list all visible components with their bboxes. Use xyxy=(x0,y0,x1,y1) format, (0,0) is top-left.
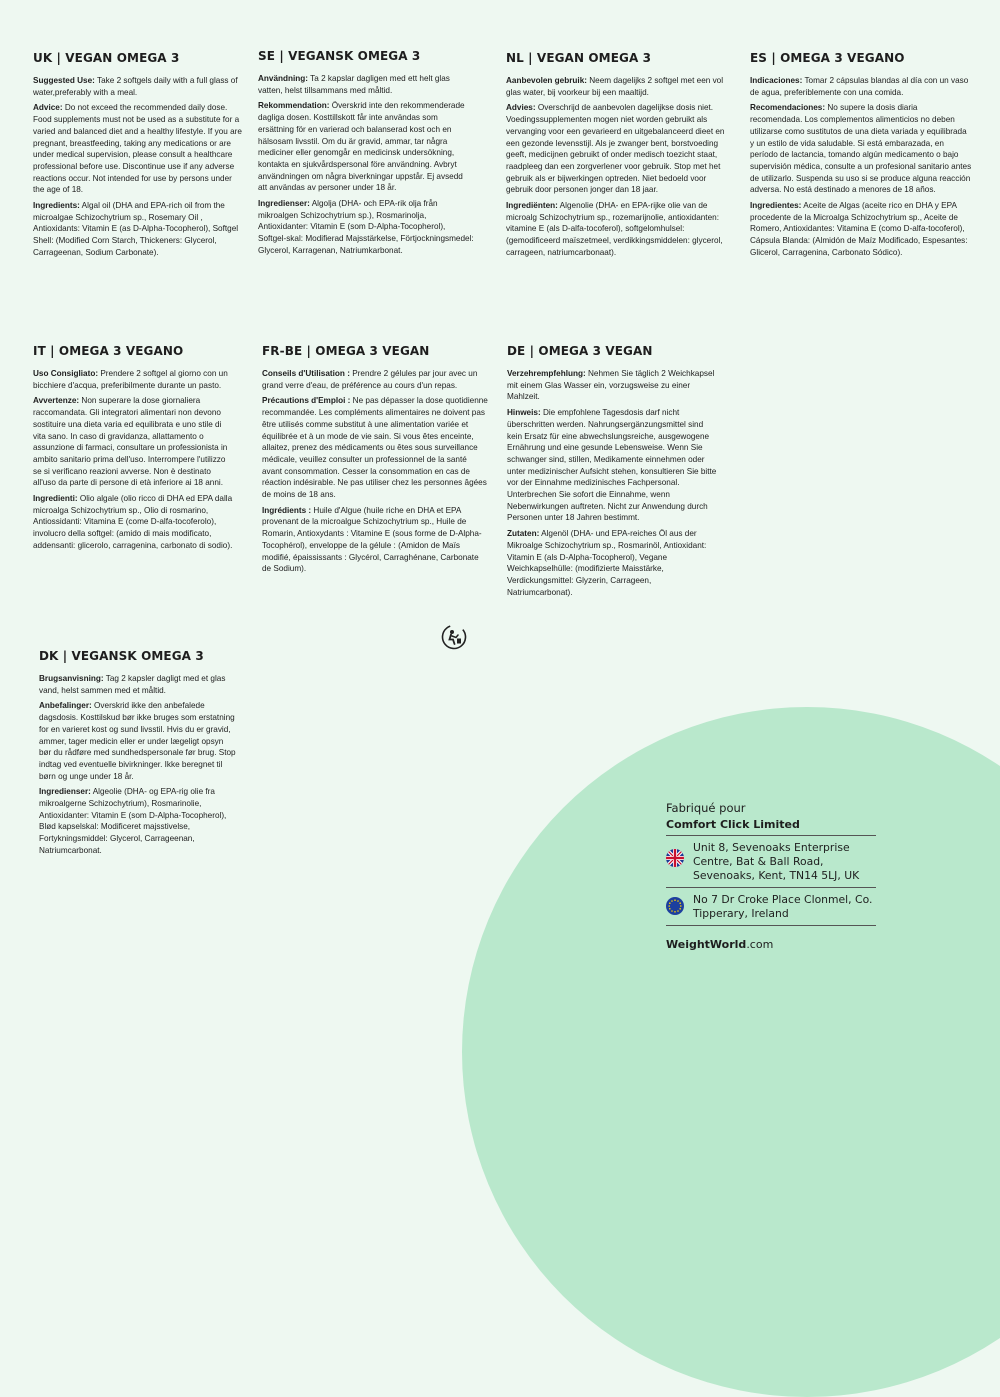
ingredients: Ingredienser: Algeolie (DHA- og EPA-rig olie fra mikroalgerne Schizochytrium), Rosmarinolie, Antioxidanter: Vitamin E (som D-Alpha-Tocopherol), Blød kapselskal: Modificeret majsstivelse, Fortykningsmiddel: Glycerol, Carrageenan, Natriumcarbonat. xyxy=(39,787,227,855)
section-title: IT | OMEGA 3 VEGANO xyxy=(33,344,184,358)
section-title: ES | OMEGA 3 VEGANO xyxy=(750,51,905,65)
advice: Advice: Do not exceed the recommended daily dose. Food supplements must not be used as a substitute for a varied and balanced diet and a healthy lifestyle. If you are pregnant, breastfeeding, taking any medications or are under medical supervision, please consult a healthcare professional before use. Discontinue use if any adverse reactions occur. Not intended for use by persons under the age of 18. xyxy=(33,103,242,195)
section-es xyxy=(750,51,972,263)
website-link[interactable]: WeightWorld.com xyxy=(666,938,774,951)
ingredients: Ingrédients : Huile d'Algue (huile riche en DHA et EPA provenant de la microalgue Schizochytrium sp., Huile de Romarin, Antioxydants : Vitamine E (sous forme de D-Alpha-Tocophérol), enveloppe de la gélule : (Amidon de Maïs modifié, épaississants : Glycérol, Carraghénane, Carbonate de Sodium). xyxy=(262,505,482,574)
section-title: DK | VEGANSK OMEGA 3 xyxy=(39,649,204,663)
recommended-use: Aanbevolen gebruik: Neem dagelijks 2 softgel met een vol glas water, bij voorkeur bij een maaltijd. xyxy=(506,76,724,97)
uk-address-row xyxy=(666,836,876,887)
ingredients: Ingredienti: Olio algale (olio ricco di DHA ed EPA dalla microalga Schizochytrium sp., Olio di rosmarino, Antiossidanti: Vitamina E (come D-alfa-tocoferolo), involucro della softgel: (amido di mais modificato, addensanti: glicerolo, carragenina, carbonato di sodio). xyxy=(33,494,233,550)
directions: Brugsanvisning: Tag 2 kapsler dagligt med et glas vand, helst sammen med et måltid. xyxy=(39,674,226,695)
ingredients: Ingrediënten: Algenolie (DHA- en EPA-rijke olie van de microalg Schizochytrium sp., rozemarijnolie, antioxidanten: vitamine E (als D-alfa-tocoferol), softgelomhulsel: (gemodificeerd maïszetmeel, verdikkingsmiddelen: glycerol, carrageen, natriumcarbonaat). xyxy=(506,201,723,257)
ingredients: Ingredientes: Aceite de Algas (aceite rico en DHA y EPA procedente de la Microalga Schizochytrium sp., Aceite de Romero, Antioxidantes: Vitamina E (como D-alfa-tocoferol), Cápsula Blanda: (Almidón de Maíz Modificado, Espesantes: Glicerol, Carragenina, Carbonato Sódico). xyxy=(750,201,968,257)
uk-address: Unit 8, Sevenoaks Enterprise Centre, Bat & Ball Road, Sevenoaks, Kent, TN14 5LJ, UK xyxy=(693,841,860,882)
section-title: SE | VEGANSK OMEGA 3 xyxy=(258,49,421,63)
indications: Indicaciones: Tomar 2 cápsulas blandas al día con un vaso de agua, preferiblemente con una comida. xyxy=(750,76,969,97)
recommendations: Anbefalinger: Overskrid ikke den anbefalede dagsdosis. Kosttilskud bør ikke bruges som erstatning for en varieret kost og sund livsstil. Hvis du er gravid, ammer, tager medicin eller er under lægeligt opsyn bør du rådføre med sundhedspersonale før brug. Stop indtag ved eventuelle bivirkninger. Ikke beregnet til børn og unge under 18 år. xyxy=(39,701,236,781)
section-title: NL | VEGAN OMEGA 3 xyxy=(506,51,652,65)
usage-advice: Conseils d'Utilisation : Prendre 2 gélules par jour avec un grand verre d'eau, de préférence au cours d'un repas. xyxy=(262,369,478,390)
ie-address-row xyxy=(666,888,876,925)
eu-flag-icon xyxy=(666,897,684,915)
notice: Hinweis: Die empfohlene Tagesdosis darf nicht überschritten werden. Nahrungsergänzungsmittel sind kein Ersatz für eine abwechslungsreiche, ausgewogene Ernährung und eine gesunde Lebensweise. Wenn Sie schwanger sind, stillen, Medikamente einnehmen oder unter medizinischer Aufsicht stehen, konsultieren Sie bitte vor der Einnahme medizinisches Fachpersonal. Unterbrechen Sie sofort die Einnahme, wenn Nebenwirkungen auftreten. Nicht zur Anwendung durch Personen unter 18 Jahren bestimmt. xyxy=(507,408,717,523)
section-fr-be xyxy=(262,344,488,579)
uk-flag-icon xyxy=(666,849,684,867)
section-de xyxy=(507,344,719,602)
section-title: DE | OMEGA 3 VEGAN xyxy=(507,344,653,358)
section-se xyxy=(258,49,474,261)
advice: Advies: Overschrijd de aanbevolen dagelijkse dosis niet. Voedingssupplementen mogen niet worden gebruikt als vervanging voor een gevarieerd en uitgebalanceerd dieet en een gezonde levensstijl. Als je zwanger bent, borstvoeding geeft, medicijnen gebruikt of onder medisch toezicht staat, raadpleeg dan een zorgverlener voor gebruik. Stop met het gebruik als er bijwerkingen optreden. Niet bedoeld voor gebruik door personen jonger dan 18 jaar. xyxy=(506,103,725,195)
company-name: Comfort Click Limited xyxy=(666,818,800,831)
divider xyxy=(666,925,876,926)
section-title: UK | VEGAN OMEGA 3 xyxy=(33,51,180,65)
ie-address: No 7 Dr Croke Place Clonmel, Co. Tipperary, Ireland xyxy=(693,893,873,920)
made-for-label: Fabriqué pour xyxy=(666,801,746,815)
section-it xyxy=(33,344,233,556)
precautions: Précautions d'Emploi : Ne pas dépasser la dose quotidienne recommandée. Les compléments alimentaires ne doivent pas être utilisés comme substitut à une alimentation variée et équilibrée et à un mode de vie sain. Si vous êtes enceinte, allaitez, prenez des médicaments ou êtes sous surveillance médicale, veuillez consulter un professionnel de la santé avant consommation. Cesser la consommation en cas de réaction indésirable. Ne pas utiliser chez les personnes âgées de moins de 18 ans. xyxy=(262,396,488,500)
tidyman-recycle-icon xyxy=(441,624,467,650)
consumption-recommendation: Verzehrempfehlung: Nehmen Sie täglich 2 Weichkapsel mit einem Glas Wasser ein, vorzugsweise zu einer Mahlzeit. xyxy=(507,369,715,402)
warnings: Avvertenze: Non superare la dose giornaliera raccomandata. Gli integratori alimentari non devono sostituire una dieta varia ed equilibrata e uno stile di vita sano. In caso di gravidanza, allattamento o assunzione di farmaci, consultare un professionista in ambito sanitario prima dell'uso. Interrompere l'utilizzo se si verificano reazioni avverse. Non è destinato all'uso da parte di persone di età inferiore ai 18 anni. xyxy=(33,396,228,488)
ingredients: Ingredients: Algal oil (DHA and EPA-rich oil from the microalgae Schizochytrium sp., Rosemary Oil , Antioxidants: Vitamin E (as D-Alpha-Tocopherol), Softgel Shell: (Modified Corn Starch, Thickeners: Glycerol, Carrageenan, Sodium Carbonate). xyxy=(33,201,239,257)
recommendations: Recomendaciones: No supere la dosis diaria recomendada. Los complementos alimenticios no deben utilizarse como sustitutos de una dieta variada y equilibrada y un estilo de vida saludable. Si está embarazada, en período de lactancia, tomando algún medicamento o bajo supervisión médica, consulte a un profesional sanitario antes de utilizarlo. Suspenda su uso si se produce alguna reacción adversa. No está destinado a menores de 18 años. xyxy=(750,103,972,195)
section-title: FR-BE | OMEGA 3 VEGAN xyxy=(262,344,430,358)
section-dk xyxy=(39,649,237,861)
section-uk xyxy=(33,51,245,263)
usage: Användning: Ta 2 kapslar dagligen med ett helt glas vatten, helst tillsammans med måltid. xyxy=(258,74,450,95)
recommendation: Rekommendation: Överskrid inte den rekommenderade dagliga dosen. Kosttillskott får inte användas som ersättning för en varierad och balanserad kost och en hälsosam livsstil. Om du är gravid, ammar, tar några mediciner eller genomgår en medicinsk undersökning, kontakta en sjukvårdspersonal före användning. Avbryt användningen om några biverkningar uppstår. Ej avsedd att användas av personer under 18 år. xyxy=(258,101,465,193)
ingredients: Ingredienser: Algolja (DHA- och EPA-rik olja från mikroalgen Schizochytrium sp.), Rosmarinolja, Antioxidanter: Vitamin E (som D-Alpha-Tocopherol), Softgel-skal: Modifierad Majsstärkelse, Förtjockningsmedel: Glycerol, Karragenan, Natriumkarbonat. xyxy=(258,199,474,255)
recommended-use: Uso Consigliato: Prendere 2 softgel al giorno con un bicchiere d'acqua, preferibilmente durante un pasto. xyxy=(33,369,228,390)
section-nl xyxy=(506,51,730,263)
suggested-use: Suggested Use: Take 2 softgels daily with a full glass of water,preferably with a meal. xyxy=(33,76,238,97)
manufacturer-info xyxy=(666,801,876,951)
ingredients: Zutaten: Algenöl (DHA- und EPA-reiches Öl aus der Mikroalge Schizochytrium sp., Rosmarinöl, Antioxidant: Vitamin E (als D-Alpha-Tocopherol), Vegane Weichkapselhülle: (modifizierte Maisstärke, Verdickungsmittel: Glyzerin, Carrageen, Natriumcarbonat). xyxy=(507,529,707,597)
